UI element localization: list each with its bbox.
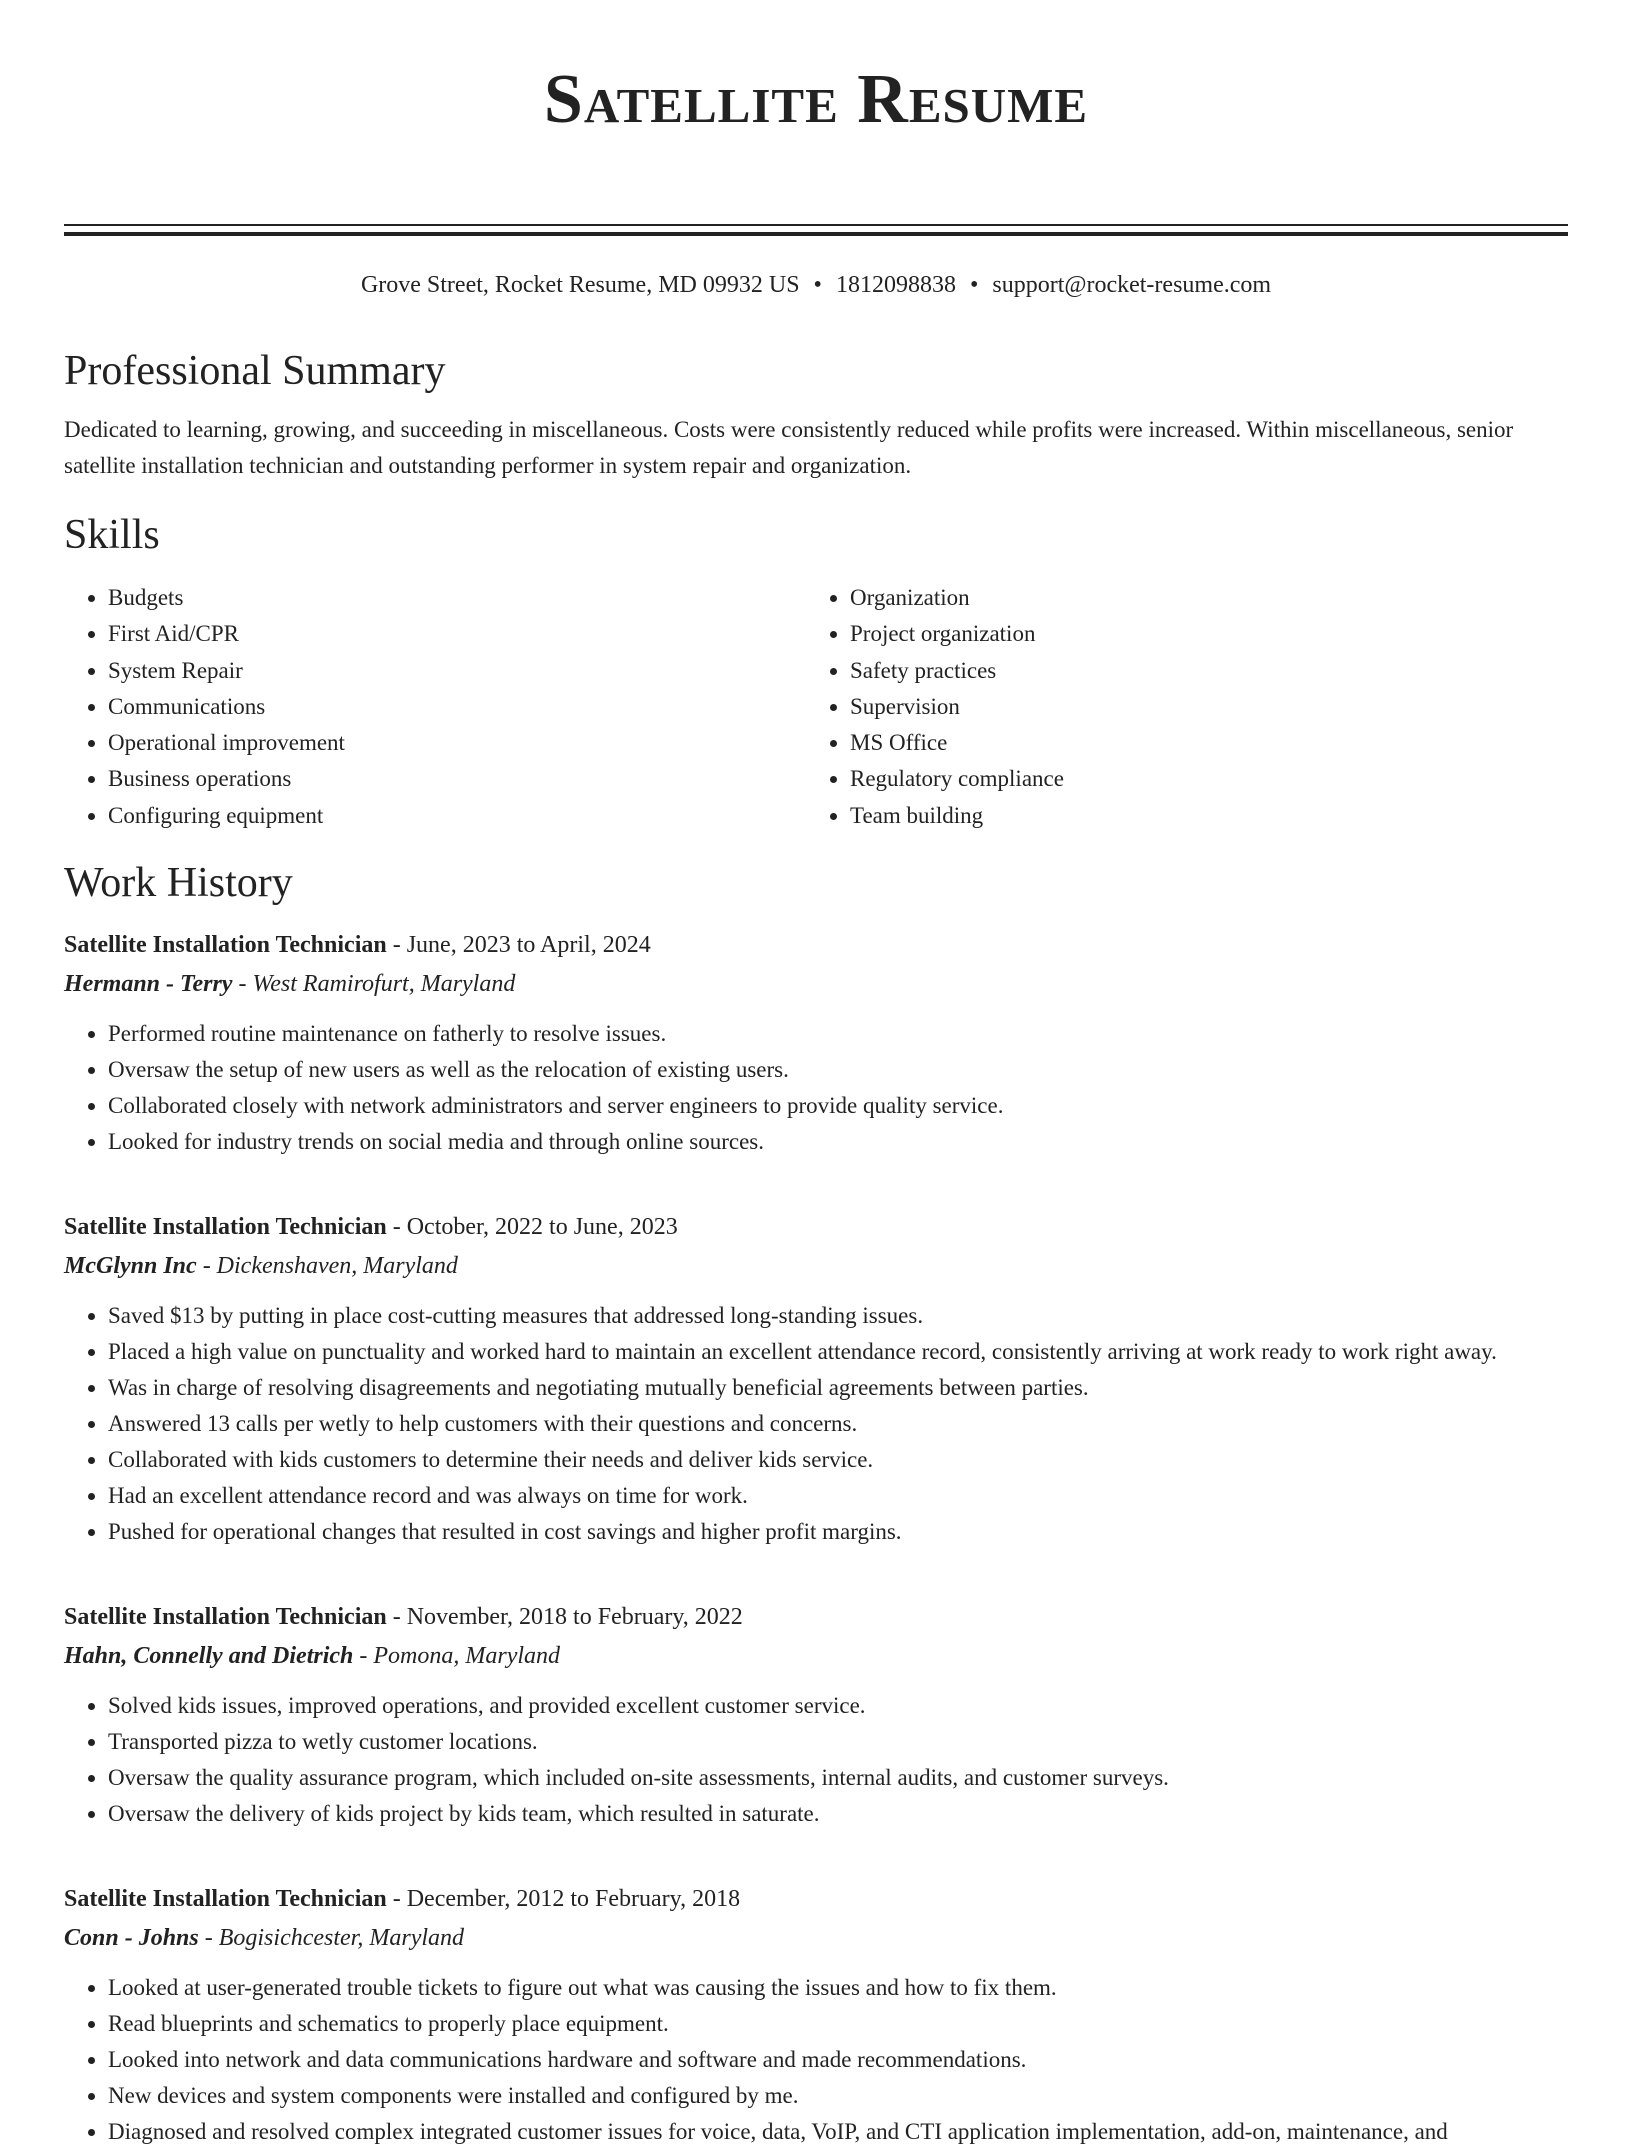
company-location: - Dickenshaven, Maryland [196,1253,458,1280]
resume-name: Satellite Resume [543,61,1089,138]
job-title: Satellite Installation Technician [64,1214,387,1241]
company-location: - Bogisichcester, Maryland [198,1925,465,1952]
company-name: Hermann - Terry [64,971,233,998]
contact-address: Grove Street, Rocket Resume, MD 09932 US [360,272,800,298]
job-bullet: • Solved kids issues, improved operations, and provided excellent customer service. [108,1688,1568,1724]
company-line [64,1246,1568,1286]
skills-list [64,580,1568,834]
job-bullet: • Looked for industry trends on social media and through online sources. [108,1124,1568,1160]
skill-item: • First Aid/CPR [108,616,806,652]
contact-email: support@rocket-resume.com [992,272,1272,298]
skill-item: • MS Office [850,725,1548,761]
job-bullet: • Collaborated closely with network administrators and server engineers to provide quality service. [108,1088,1568,1124]
job-bullet: • Had an excellent attendance record and was always on time for work. [108,1478,1568,1514]
job-entry [64,1208,1568,1550]
job-title: Satellite Installation Technician [64,1886,387,1913]
skill-item: • Supervision [850,689,1548,725]
job-bullet: • Oversaw the quality assurance program, which included on-site assessments, internal audits, and customer surveys. [108,1760,1568,1796]
job-title-line [64,1598,1568,1636]
contact-separator: • [969,272,979,298]
job-title-line [64,1208,1568,1246]
company-location: - Pomona, Maryland [353,1643,561,1670]
job-bullet: • Transported pizza to wetly customer locations. [108,1724,1568,1760]
company-name: Conn - Johns [64,1925,199,1952]
skill-item: • Team building [850,798,1548,834]
company-location: - West Ramirofurt, Maryland [232,971,516,998]
job-dates: - June, 2023 to April, 2024 [386,932,651,959]
job-bullet: • Saved $13 by putting in place cost-cutting measures that addressed long-standing issues. [108,1298,1568,1334]
header-divider-thin [64,224,1568,226]
skill-item: • Safety practices [850,653,1548,689]
skill-item: • Communications [108,689,806,725]
contact-phone: 1812098838 [835,272,956,298]
skills-column-right [806,580,1548,834]
job-title-line [64,1880,1568,1918]
job-bullet: • Pushed for operational changes that resulted in cost savings and higher profit margins. [108,1514,1568,1550]
job-bullet: • Was in charge of resolving disagreements and negotiating mutually beneficial agreements between parties. [108,1370,1568,1406]
job-bullets [64,1970,1568,2150]
contact-separator: • [813,272,822,298]
contact-line [64,270,1568,300]
job-title-line [64,926,1568,964]
company-name: McGlynn Inc [64,1253,197,1280]
skill-item: • Operational improvement [108,725,806,761]
summary-heading: Professional Summary [64,348,446,394]
skill-item: • Configuring equipment [108,798,806,834]
job-bullet: • Oversaw the delivery of kids project by kids team, which resulted in saturate. [108,1796,1568,1832]
skill-item: • System Repair [108,653,806,689]
skill-item: • Business operations [108,761,806,797]
company-line [64,964,1568,1004]
job-dates: - October, 2022 to June, 2023 [386,1214,678,1241]
job-bullet: • Collaborated with kids customers to determine their needs and deliver kids service. [108,1442,1568,1478]
job-dates: - November, 2018 to February, 2022 [386,1604,743,1631]
skill-item: • Regulatory compliance [850,761,1548,797]
job-dates: - December, 2012 to February, 2018 [386,1886,741,1913]
company-name: Hahn, Connelly and Dietrich [64,1643,354,1670]
job-entry [64,1880,1568,2150]
job-bullet: • Looked into network and data communications hardware and software and made recommendations. [108,2042,1568,2078]
skill-item: • Project organization [850,616,1548,652]
work-history-heading: Work History [64,860,293,907]
skill-item: • Budgets [108,580,806,616]
job-entry [64,1598,1568,1832]
job-bullet: • Looked at user-generated trouble tickets to figure out what was causing the issues and how to fix them. [108,1970,1568,2006]
summary-text: Dedicated to learning, growing, and succeeding in miscellaneous. Costs were consistently reduced while profits were increased. Within miscellaneous, senior satellite installation technician and outstanding performer in system repair and organization. [64,417,1514,478]
job-bullets [64,1688,1568,1832]
company-line [64,1636,1568,1676]
job-bullet: • Diagnosed and resolved complex integrated customer issues for voice, data, VoIP, and CTI application implementation, add-on, maintenance, and [108,2114,1568,2150]
job-title: Satellite Installation Technician [64,1604,387,1631]
skill-item: • Organization [850,580,1548,616]
header-divider-thick [64,232,1568,236]
skills-column-left [64,580,806,834]
job-bullets [64,1298,1568,1550]
job-bullet: • New devices and system components were installed and configured by me. [108,2078,1568,2114]
job-bullets [64,1016,1568,1160]
company-line [64,1918,1568,1958]
job-bullet: • Read blueprints and schematics to properly place equipment. [108,2006,1568,2042]
job-bullet: • Placed a high value on punctuality and worked hard to maintain an excellent attendance record, consistently arriving at work ready to work right away. [108,1334,1568,1370]
job-bullet: • Performed routine maintenance on fatherly to resolve issues. [108,1016,1568,1052]
job-entry [64,926,1568,1160]
job-bullet: • Answered 13 calls per wetly to help customers with their questions and concerns. [108,1406,1568,1442]
job-title: Satellite Installation Technician [64,932,387,959]
job-bullet: • Oversaw the setup of new users as well as the relocation of existing users. [108,1052,1568,1088]
resume-page [64,0,1568,2150]
skills-heading: Skills [64,512,160,558]
